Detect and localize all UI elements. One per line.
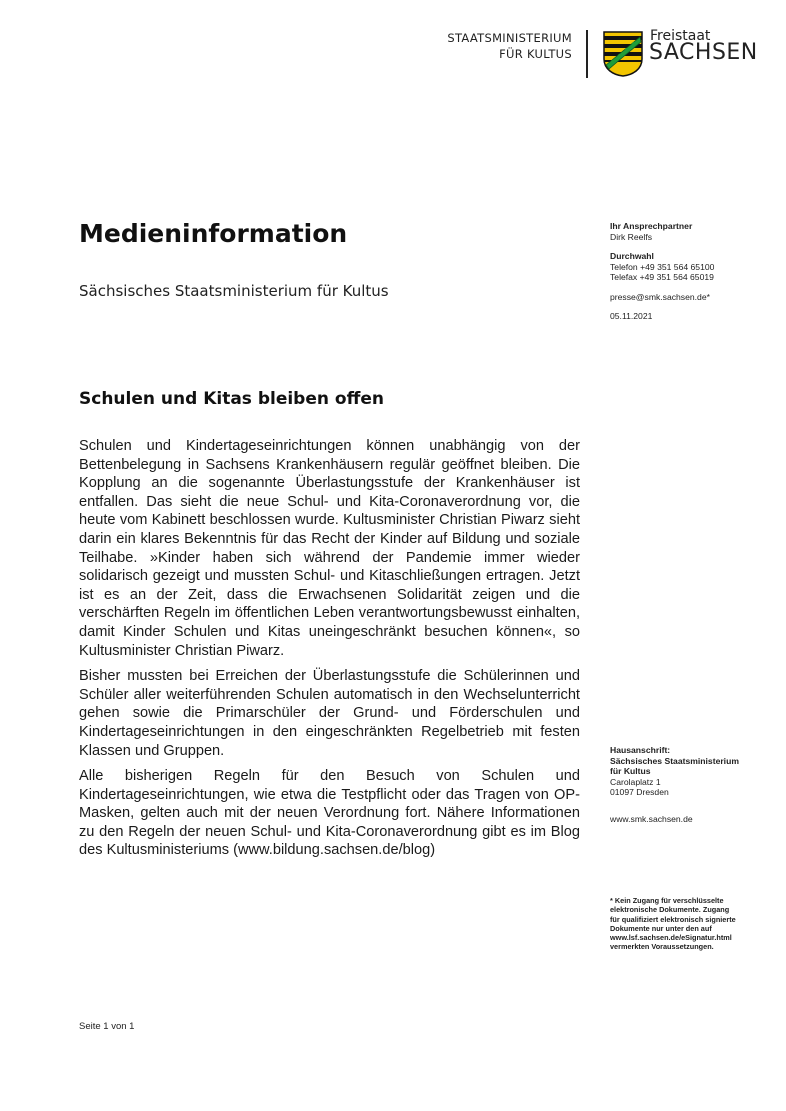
address-label: Hausanschrift: (610, 745, 671, 755)
email-link[interactable]: presse@smk.sachsen.de* (610, 291, 710, 302)
ministry-line-2: FÜR KULTUS (499, 47, 572, 61)
address-block (610, 745, 770, 824)
footnote-line[interactable]: www.lsf.sachsen.de/eSignatur.html (610, 933, 732, 943)
article-body (79, 437, 580, 867)
contact-name: Dirk Reelfs (610, 231, 653, 242)
footnote-line: elektronische Dokumente. Zugang (610, 905, 730, 915)
saxony-coat-of-arms-icon (603, 31, 643, 77)
direct-dial-label: Durchwahl (610, 251, 654, 261)
page-title: Medieninformation (79, 219, 348, 248)
address-org-line-2: für Kultus (610, 766, 651, 776)
article-paragraph: Alle bisherigen Regeln für den Besuch von Schulen und Kindertageseinrichtungen, wie etwa die Testpflicht oder das Tragen von OP-Masken, gelten auch mit der neuen Verordnung fort. Nähere Informationen zu den Regeln der neuen Schul- und Kita-Coronaverordnung gibt es im Blog des Kultusministeriums (www.bildung.sachsen.de/blog) (79, 768, 580, 859)
ministry-name (447, 30, 572, 62)
ministry-line-1: STAATSMINISTERIUM (447, 31, 572, 45)
phone-number: Telefon +49 351 564 65100 (610, 261, 715, 272)
state-label-large: SACHSEN (649, 40, 758, 65)
article-paragraph: Bisher mussten bei Erreichen der Überlastungsstufe die Schülerinnen und Schüler aller weiterführenden Schulen automatisch in den Wechselunterricht gehen sowie die Primarschüler der Grund- und Förderschulen und Kindertageseinrichtungen in den eingeschränkten Regelbetrieb mit festen Klassen und Gruppen. (79, 668, 580, 759)
footnote-line: Dokumente nur unter den auf (610, 923, 712, 933)
address-org-line-1: Sächsisches Staatsministerium (610, 755, 739, 766)
address-street: Carolaplatz 1 (610, 776, 661, 787)
website-link[interactable]: www.smk.sachsen.de (610, 813, 693, 824)
fax-number: Telefax +49 351 564 65019 (610, 272, 714, 282)
document-date: 05.11.2021 (610, 311, 653, 321)
footnote-line: vermerkten Voraussetzungen. (610, 942, 714, 952)
footnote-block (610, 896, 770, 952)
logo-divider (586, 30, 588, 78)
state-label-small: Freistaat (650, 28, 711, 44)
contact-block (610, 221, 770, 322)
footnote-line: für qualifiziert elektronisch signierte (610, 914, 736, 924)
page-subtitle: Sächsisches Staatsministerium für Kultus (79, 282, 389, 300)
contact-label: Ihr Ansprechpartner (610, 221, 693, 231)
page-number: Seite 1 von 1 (79, 1021, 135, 1032)
article-paragraph: Schulen und Kindertageseinrichtungen können unabhängig von der Bettenbelegung in Sachsens Krankenhäusern regulär geöffnet bleiben. Die Kopplung an die sogenannte Überlastungsstufe der Krankenhäuser ist entfallen. Das sieht die neue Schul- und Kita-Coronaverordnung vor, die heute vom Kabinett beschlossen wurde. Kultusminister Christian Piwarz sieht darin ein klares Bekenntnis für das Recht der Kinder auf Bildung und soziale Teilhabe. »Kinder haben sich während der Pandemie immer wieder solidarisch gezeigt und mussten Schul- und Kitaschließungen ertragen. Jetzt ist es an der Zeit, dass die Erwachsenen Solidarität zeigen und die verschärften Regeln im öffentlichen Leben verantwortungsbewusst einhalten, damit Kinder Schulen und Kitas uneingeschränkt besuchen können«, so Kultusminister Christian Piwarz. (79, 438, 580, 659)
article-headline: Schulen und Kitas bleiben offen (79, 389, 384, 409)
footnote-line: * Kein Zugang für verschlüsselte (610, 896, 724, 905)
address-city: 01097 Dresden (610, 787, 669, 797)
